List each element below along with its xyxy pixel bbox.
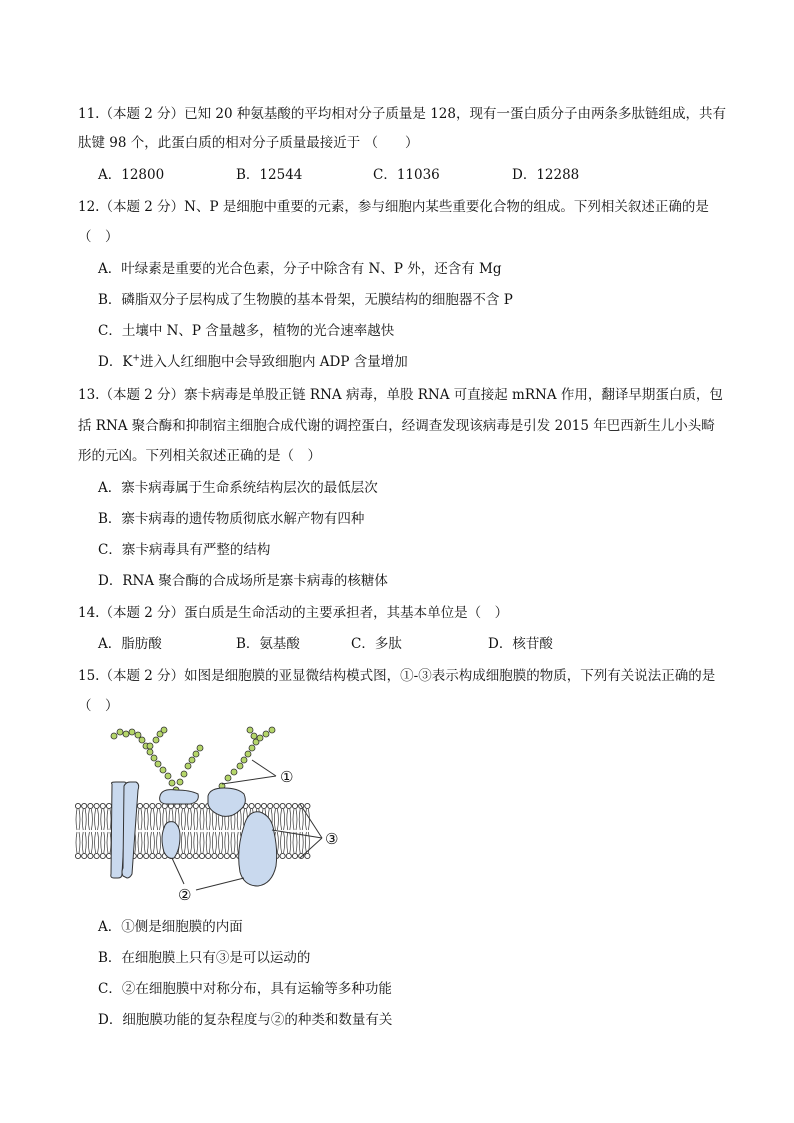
- sugar-bead: [249, 745, 255, 751]
- phospholipid-head: [144, 853, 149, 858]
- phospholipid-tail: [287, 832, 291, 853]
- q12-option-b: B．磷脂双分子层构成了生物膜的基本骨架，无膜结构的细胞器不含 P: [98, 292, 513, 308]
- sugar-bead: [139, 737, 145, 743]
- phospholipid-tail: [293, 809, 297, 830]
- q14-stem-line1: 14.（本题 2 分）蛋白质是生命活动的主要承担者，其基本单位是（ ）: [78, 605, 509, 621]
- sugar-bead: [160, 767, 166, 773]
- q15-option-a: A．①侧是细胞膜的内面: [98, 919, 243, 935]
- phospholipid-tail: [206, 832, 210, 853]
- phospholipid-head: [292, 853, 297, 858]
- phospholipid-tail: [293, 832, 297, 853]
- sugar-bead: [177, 779, 183, 785]
- phospholipid-head: [75, 803, 80, 808]
- phospholipid-head: [137, 853, 142, 858]
- q12-option-d-pre: D．K: [98, 354, 133, 370]
- q13-stem-line3: 形的元凶。下列相关叙述正确的是（ ）: [78, 448, 321, 464]
- phospholipid-tail: [76, 809, 80, 830]
- q13-stem-line2: 括 RNA 聚合酶和抑制宿主细胞合成代谢的调控蛋白，经调查发现该病毒是引发 2015 年巴西新生儿小头畸: [78, 418, 715, 434]
- phospholipid-head: [230, 853, 235, 858]
- q12-option-d-post: 进入人红细胞中会导致细胞内 ADP 含量增加: [139, 354, 408, 370]
- phospholipid-tail: [219, 832, 223, 853]
- phospholipid-head: [280, 803, 285, 808]
- sugar-bead: [153, 737, 159, 743]
- sugar-bead: [189, 757, 195, 763]
- phospholipid-tail: [157, 809, 161, 830]
- q14-option-d: D．核苷酸: [488, 636, 553, 652]
- q14-option-b: B．氨基酸: [236, 636, 300, 652]
- phospholipid-tail: [287, 809, 291, 830]
- transmembrane-protein-large: [239, 812, 277, 886]
- phospholipid-tail: [101, 832, 105, 853]
- phospholipid-tail: [212, 832, 216, 853]
- q15-option-b: B．在细胞膜上只有③是可以运动的: [98, 950, 311, 966]
- phospholipid-tail: [188, 809, 192, 830]
- phospholipid-tail: [144, 809, 148, 830]
- sugar-bead: [111, 733, 117, 739]
- phospholipid-head: [144, 803, 149, 808]
- phospholipid-head: [261, 803, 266, 808]
- surface-glycoprotein-1: [160, 790, 199, 804]
- phospholipid-head: [156, 853, 161, 858]
- phospholipid-head: [82, 853, 87, 858]
- phospholipid-head: [286, 803, 291, 808]
- sugar-bead: [151, 755, 157, 761]
- q13-option-b: B．寨卡病毒的遗传物质彻底水解产物有四种: [98, 511, 365, 527]
- q11-option-d: D．12288: [512, 167, 580, 183]
- phospholipid-head: [199, 853, 204, 858]
- phospholipid-head: [274, 803, 279, 808]
- phospholipid-tail: [188, 832, 192, 853]
- channel-protein-right: [122, 782, 139, 878]
- phospholipid-tail: [225, 832, 229, 853]
- phospholipid-tail: [299, 809, 303, 830]
- phospholipid-head: [218, 853, 223, 858]
- sugar-bead: [129, 729, 135, 735]
- q13-option-c: C．寨卡病毒具有严整的结构: [98, 542, 271, 558]
- cell-membrane-diagram: [72, 726, 362, 906]
- q14-option-a: A．脂肪酸: [98, 636, 162, 652]
- q14-option-c: C．多肽: [351, 636, 402, 652]
- sugar-bead: [117, 729, 123, 735]
- phospholipid-head: [150, 803, 155, 808]
- phospholipid-tail: [305, 809, 309, 830]
- label-2: ②: [178, 886, 192, 904]
- phospholipid-head: [224, 853, 229, 858]
- q11-stem-line1: 11.（本题 2 分）已知 20 种氨基酸的平均相对分子质量是 128，现有一蛋白质分子由两条多肽链组成，共有: [78, 106, 726, 122]
- q13-option-d: D．RNA 聚合酶的合成场所是寨卡病毒的核糖体: [98, 573, 388, 589]
- phospholipid-head: [82, 803, 87, 808]
- phospholipid-tail: [95, 809, 99, 830]
- phospholipid-tail: [76, 832, 80, 853]
- label-3: ③: [325, 830, 339, 848]
- q11-option-a: A．12800: [98, 167, 165, 183]
- sugar-bead: [185, 763, 191, 769]
- phospholipid-head: [268, 803, 273, 808]
- phospholipid-tail: [194, 832, 198, 853]
- phospholipid-tail: [194, 809, 198, 830]
- phospholipid-tail: [82, 809, 86, 830]
- sugar-bead: [147, 749, 153, 755]
- phospholipid-tail: [281, 809, 285, 830]
- phospholipid-tail: [88, 809, 92, 830]
- phospholipid-tail: [181, 832, 185, 853]
- phospholipid-head: [193, 803, 198, 808]
- phospholipid-head: [94, 803, 99, 808]
- sugar-bead: [225, 775, 231, 781]
- phospholipid-head: [305, 853, 310, 858]
- phospholipid-head: [305, 803, 310, 808]
- sugar-bead: [263, 731, 269, 737]
- q13-stem-line1: 13.（本题 2 分）寨卡病毒是单股正链 RNA 病毒，单股 RNA 可直接起 mRNA 作用，翻译早期蛋白质，包: [78, 387, 723, 403]
- phospholipid-tail: [206, 809, 210, 830]
- phospholipid-tail: [157, 832, 161, 853]
- phospholipid-tail: [88, 832, 92, 853]
- q15-option-d: D．细胞膜功能的复杂程度与②的种类和数量有关: [98, 1012, 393, 1028]
- q11-option-c: C．11036: [373, 167, 440, 183]
- q15-option-c: C．②在细胞膜中对称分布，具有运输等多种功能: [98, 981, 392, 997]
- sugar-bead: [147, 743, 153, 749]
- phospholipid-head: [156, 803, 161, 808]
- q15-stem-line1: 15.（本题 2 分）如图是细胞膜的亚显微结构模式图，①-③表示构成细胞膜的物质，下列有关说法正确的是: [78, 668, 716, 684]
- phospholipid-tail: [181, 809, 185, 830]
- sugar-bead: [161, 727, 167, 733]
- phospholipid-tail: [82, 832, 86, 853]
- sugar-bead: [155, 761, 161, 767]
- phospholipid-head: [187, 853, 192, 858]
- phospholipid-head: [199, 803, 204, 808]
- phospholipid-head: [286, 853, 291, 858]
- phospholipid-tail: [107, 832, 111, 853]
- phospholipid-head: [94, 853, 99, 858]
- leader-line-2b: [196, 878, 244, 890]
- sugar-bead: [245, 751, 251, 757]
- q12-option-d-sup: +: [132, 353, 140, 364]
- q11-stem-line2: 肽键 98 个，此蛋白质的相对分子质量最接近于 （ ）: [78, 135, 419, 151]
- phospholipid-tail: [274, 809, 278, 830]
- phospholipid-head: [280, 853, 285, 858]
- sugar-bead: [165, 773, 171, 779]
- phospholipid-tail: [144, 832, 148, 853]
- phospholipid-tail: [200, 809, 204, 830]
- phospholipid-head: [249, 803, 254, 808]
- phospholipid-tail: [231, 832, 235, 853]
- surface-glycoprotein-2: [208, 788, 245, 816]
- q12-stem-line1: 12.（本题 2 分）N、P 是细胞中重要的元素，参与细胞内某些重要化合物的组成。下列相关叙述正确的是: [78, 199, 709, 215]
- phospholipid-head: [212, 853, 217, 858]
- phospholipid-head: [88, 803, 93, 808]
- sugar-bead: [231, 769, 237, 775]
- phospholipid-tail: [138, 809, 142, 830]
- sugar-bead: [123, 731, 129, 737]
- phospholipid-head: [150, 853, 155, 858]
- label-1: ①: [280, 768, 294, 786]
- phospholipid-tail: [101, 809, 105, 830]
- sugar-bead: [181, 771, 187, 777]
- phospholipid-head: [181, 853, 186, 858]
- embedded-protein-small: [162, 822, 180, 859]
- phospholipid-head: [100, 853, 105, 858]
- phospholipid-head: [75, 853, 80, 858]
- sugar-bead: [193, 751, 199, 757]
- phospholipid-tail: [138, 832, 142, 853]
- sugar-bead: [169, 780, 175, 786]
- sugar-bead: [251, 733, 257, 739]
- phospholipid-head: [106, 803, 111, 808]
- sugar-bead: [197, 745, 203, 751]
- leader-line-1: [252, 760, 276, 776]
- phospholipid-head: [137, 803, 142, 808]
- sugar-bead: [247, 727, 253, 733]
- q12-option-a: A．叶绿素是重要的光合色素，分子中除含有 N、P 外，还含有 Mg: [98, 261, 502, 277]
- leader-line-2a: [172, 858, 184, 884]
- sugar-bead: [135, 732, 141, 738]
- sugar-bead: [241, 757, 247, 763]
- q11-option-b: B．12544: [236, 167, 303, 183]
- phospholipid-tail: [150, 809, 154, 830]
- sugar-bead: [269, 727, 275, 733]
- q15-stem-line2: （ ）: [78, 698, 119, 714]
- q12-option-c: C．土壤中 N、P 含量越多，植物的光合速率越快: [98, 323, 395, 339]
- q13-option-a: A．寨卡病毒属于生命系统结构层次的最低层次: [98, 480, 378, 496]
- phospholipid-tail: [150, 832, 154, 853]
- sugar-bead: [257, 735, 263, 741]
- phospholipid-tail: [281, 832, 285, 853]
- phospholipid-head: [292, 803, 297, 808]
- sugar-bead: [237, 763, 243, 769]
- phospholipid-tail: [107, 809, 111, 830]
- phospholipid-head: [193, 853, 198, 858]
- phospholipid-head: [299, 853, 304, 858]
- q12-stem-line2: （ ）: [78, 229, 119, 245]
- phospholipid-tail: [95, 832, 99, 853]
- phospholipid-head: [100, 803, 105, 808]
- phospholipid-head: [206, 853, 211, 858]
- phospholipid-tail: [200, 832, 204, 853]
- phospholipid-head: [88, 853, 93, 858]
- q12-option-d: [98, 353, 408, 371]
- phospholipid-head: [255, 803, 260, 808]
